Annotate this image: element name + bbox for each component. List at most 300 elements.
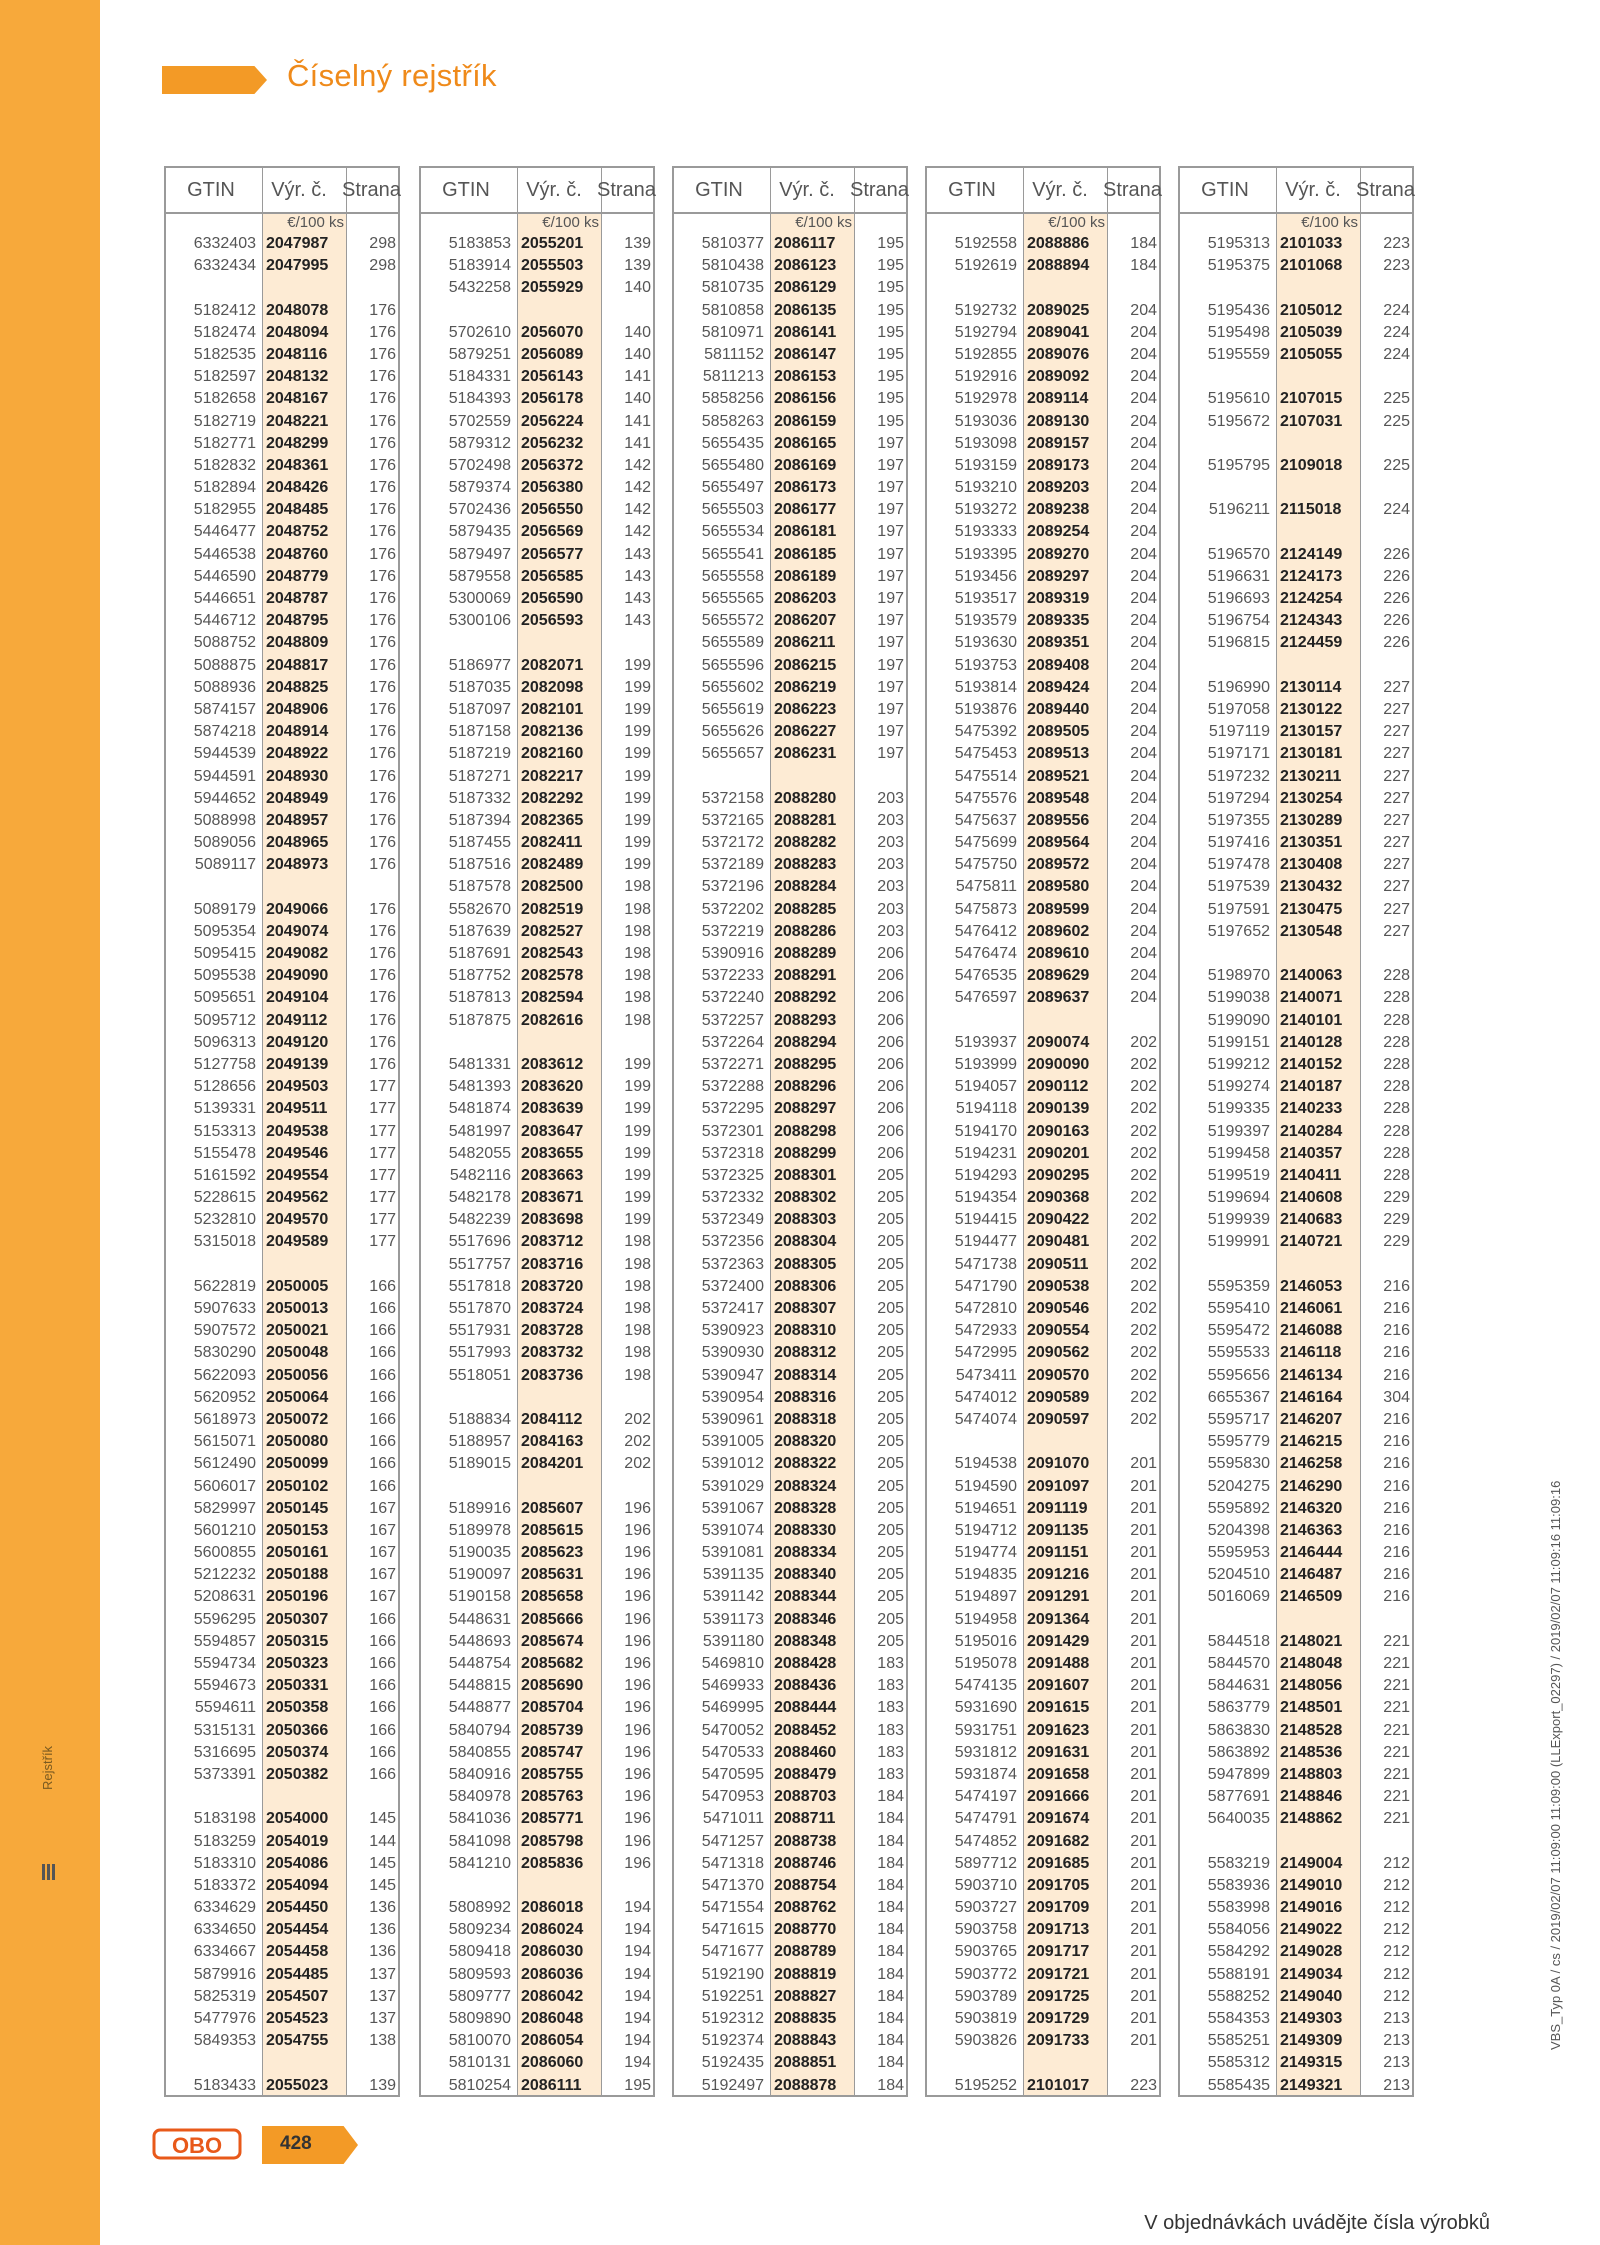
page-cell: 204: [1130, 678, 1157, 696]
gtin-cell: 5193999: [954, 1055, 1017, 1073]
table-row: [166, 1187, 398, 1209]
page-cell: 176: [369, 456, 396, 474]
gtin-cell: 5622819: [193, 1277, 256, 1295]
product-number-cell: 2089130: [1027, 412, 1090, 430]
gtin-cell: 5197591: [1207, 900, 1270, 918]
table-row: [421, 921, 653, 943]
table-row: [166, 1675, 398, 1697]
page-cell: 205: [877, 1632, 904, 1650]
table-row: [166, 521, 398, 543]
product-number-cell: 2101033: [1280, 235, 1343, 252]
page-cell: 223: [1383, 235, 1410, 252]
table-row: [421, 1320, 653, 1342]
gtin-cell: 5944539: [193, 745, 256, 763]
page-cell: 195: [877, 345, 904, 363]
page-cell: 184: [877, 2076, 904, 2094]
gtin-cell: 5810858: [701, 301, 764, 319]
gtin-cell: 5583219: [1207, 1854, 1270, 1872]
page-cell: 167: [369, 1566, 396, 1584]
product-number-cell: 2050102: [266, 1477, 329, 1495]
page-title: Číselný rejstřík: [287, 58, 497, 93]
product-number-cell: 2148048: [1280, 1655, 1343, 1672]
table-row: [674, 411, 906, 433]
gtin-cell: 5196815: [1207, 634, 1270, 652]
table-row: [166, 1098, 398, 1120]
gtin-cell: 5193876: [954, 700, 1017, 718]
table-row: [927, 411, 1159, 433]
table-row: [927, 1875, 1159, 1897]
page-cell: 221: [1383, 1721, 1410, 1739]
page-cell: 166: [369, 1677, 396, 1695]
gtin-cell: 5844518: [1207, 1632, 1270, 1650]
product-number-cell: 2056224: [521, 412, 584, 430]
gtin-cell: 5192435: [701, 2054, 764, 2072]
gtin-cell: 5192558: [954, 235, 1017, 252]
product-number-cell: 2049503: [266, 1078, 329, 1096]
gtin-cell: 5183433: [193, 2076, 256, 2094]
gtin-cell: 5595533: [1207, 1344, 1270, 1362]
page-cell: 201: [1130, 1632, 1157, 1650]
page-cell: 201: [1130, 1876, 1157, 1894]
page-cell: 198: [624, 1322, 651, 1340]
product-number-cell: 2049104: [266, 989, 329, 1007]
product-number-cell: 2085704: [521, 1699, 584, 1717]
table-row: [927, 1586, 1159, 1608]
product-number-cell: 2082594: [521, 989, 584, 1007]
product-number-cell: 2101017: [1027, 2076, 1090, 2094]
gtin-cell: 5194651: [954, 1499, 1017, 1517]
table-row: [421, 1697, 653, 1719]
gtin-cell: 5390930: [701, 1344, 764, 1362]
product-number-cell: 2089602: [1027, 922, 1090, 940]
page-cell: 141: [624, 434, 651, 452]
table-row: [421, 1720, 653, 1742]
table-row: [166, 1764, 398, 1786]
gtin-cell: 5469810: [701, 1655, 764, 1672]
product-number-cell: 2048094: [266, 323, 329, 341]
table-row: [1180, 1254, 1412, 1276]
gtin-cell: 5475750: [954, 856, 1017, 874]
table-row: [166, 1320, 398, 1342]
product-number-cell: 2088324: [774, 1477, 837, 1495]
product-number-cell: 2050013: [266, 1300, 329, 1317]
page-cell: 176: [369, 811, 396, 829]
page-cell: 226: [1383, 567, 1410, 585]
column-header: [927, 168, 1162, 214]
product-number-cell: 2050161: [266, 1544, 329, 1562]
page-cell: 176: [369, 368, 396, 386]
page-cell: 196: [624, 1566, 651, 1584]
gtin-cell: 5183198: [193, 1810, 256, 1828]
gtin-cell: 5372295: [701, 1100, 764, 1118]
table-row: [674, 943, 906, 965]
gtin-cell: 5702559: [448, 412, 511, 430]
page-cell: 199: [624, 1166, 651, 1184]
page-cell: 202: [1130, 1166, 1157, 1184]
page-cell: 195: [877, 412, 904, 430]
product-number-cell: 2089351: [1027, 634, 1090, 652]
table-row: [421, 1631, 653, 1653]
product-number-cell: 2088303: [774, 1211, 837, 1229]
page-cell: 144: [369, 1832, 396, 1850]
page-cell: 197: [877, 745, 904, 763]
page-cell: 166: [369, 1477, 396, 1495]
page-cell: 176: [369, 967, 396, 985]
product-number-cell: 2086169: [774, 456, 837, 474]
page-cell: 195: [624, 2076, 651, 2094]
table-row: [166, 743, 398, 765]
page-cell: 216: [1383, 1544, 1410, 1562]
product-number-cell: 2085607: [521, 1499, 584, 1517]
gtin-cell: 5931812: [954, 1743, 1017, 1761]
table-row: [166, 987, 398, 1009]
table-row: [421, 1675, 653, 1697]
gtin-cell: 5372172: [701, 834, 764, 852]
unit-label: €/100 ks: [1048, 214, 1105, 231]
table-row: [421, 588, 653, 610]
gtin-cell: 5183310: [193, 1854, 256, 1872]
product-number-cell: 2083732: [521, 1344, 584, 1362]
gtin-cell: 5640035: [1207, 1810, 1270, 1828]
product-number-cell: 2148803: [1280, 1765, 1343, 1783]
product-number-cell: 2130211: [1280, 767, 1342, 785]
product-number-cell: 2091705: [1027, 1876, 1090, 1894]
product-number-cell: 2088344: [774, 1588, 837, 1606]
page-cell: 184: [877, 2010, 904, 2027]
table-row: [927, 1653, 1159, 1675]
table-row: [1180, 1564, 1412, 1586]
table-row: [674, 344, 906, 366]
product-number-cell: 2088346: [774, 1610, 837, 1628]
table-row: [674, 610, 906, 632]
gtin-cell: 5594857: [193, 1632, 256, 1650]
gtin-cell: 5187875: [448, 1011, 511, 1029]
gtin-cell: 5196211: [1208, 501, 1270, 519]
page-cell: 205: [877, 1233, 904, 1251]
gtin-cell: 5193210: [954, 479, 1017, 497]
page-cell: 196: [624, 1610, 651, 1628]
gtin-cell: 5475873: [954, 900, 1017, 918]
page-cell: 203: [877, 878, 904, 896]
gtin-cell: 5585312: [1207, 2054, 1270, 2072]
table-row: [1180, 1675, 1412, 1697]
page-cell: 201: [1130, 2032, 1157, 2050]
product-number-cell: 2083728: [521, 1322, 584, 1340]
table-row: [1180, 1276, 1412, 1298]
product-number-cell: 2086030: [521, 1943, 584, 1961]
gtin-cell: 5194774: [954, 1544, 1017, 1562]
product-number-cell: 2082500: [521, 878, 584, 896]
table-row: [927, 1498, 1159, 1520]
table-row: [421, 655, 653, 677]
gtin-cell: 6334650: [193, 1921, 256, 1939]
table-row: [674, 1054, 906, 1076]
table-row: [421, 1165, 653, 1187]
page-cell: 202: [1130, 1344, 1157, 1362]
page-cell: 166: [369, 1743, 396, 1761]
product-number-cell: 2056380: [521, 479, 584, 497]
gtin-cell: 5193937: [954, 1033, 1017, 1051]
product-number-cell: 2086024: [521, 1921, 584, 1939]
gtin-cell: 5810254: [448, 2076, 511, 2094]
page-cell: 201: [1130, 1743, 1157, 1761]
gtin-cell: 5471738: [954, 1255, 1017, 1273]
header-gtin: GTIN: [948, 178, 996, 201]
table-row: [1180, 1542, 1412, 1564]
table-row: [421, 1054, 653, 1076]
gtin-cell: 5193630: [954, 634, 1017, 652]
table-row: [674, 588, 906, 610]
table-row: [166, 1231, 398, 1253]
table-row: [166, 455, 398, 477]
table-row: [166, 1431, 398, 1453]
product-number-cell: 2048930: [266, 767, 329, 785]
gtin-cell: 5879558: [448, 567, 511, 585]
table-row: [927, 1209, 1159, 1231]
page-cell: 204: [1130, 368, 1157, 386]
product-number-cell: 2083698: [521, 1211, 584, 1229]
table-row: [927, 233, 1159, 255]
product-number-cell: 2056569: [521, 523, 584, 541]
page-cell: 166: [369, 1610, 396, 1628]
product-number-cell: 2088302: [774, 1189, 837, 1207]
product-number-cell: 2089114: [1027, 390, 1089, 408]
gtin-cell: 5903772: [954, 1965, 1017, 1983]
page-cell: 204: [1130, 501, 1157, 519]
page-cell: 226: [1383, 612, 1410, 630]
product-number-cell: 2085755: [521, 1765, 584, 1783]
gtin-cell: 5187639: [448, 922, 511, 940]
page-cell: 201: [1130, 1566, 1157, 1584]
table-row: [674, 1586, 906, 1608]
header-gtin: GTIN: [1201, 178, 1249, 201]
page-cell: 221: [1383, 1677, 1410, 1695]
page-cell: 166: [369, 1344, 396, 1362]
table-row: [166, 2075, 398, 2097]
gtin-cell: 5471011: [702, 1810, 764, 1828]
gtin-cell: 5517870: [448, 1300, 511, 1317]
page-cell: 143: [624, 612, 651, 630]
gtin-cell: 5518051: [448, 1366, 511, 1384]
page-cell: 204: [1130, 767, 1157, 785]
gtin-cell: 5095538: [193, 967, 256, 985]
page-cell: 176: [369, 1055, 396, 1073]
table-row: [1180, 1853, 1412, 1875]
gtin-cell: 5841036: [448, 1810, 511, 1828]
table-row: [927, 2052, 1159, 2074]
table-row: [166, 832, 398, 854]
gtin-cell: 5903758: [954, 1921, 1017, 1939]
product-number-cell: 2049082: [266, 945, 329, 962]
gtin-cell: 5190035: [448, 1544, 511, 1562]
page-cell: 202: [624, 1433, 651, 1451]
page-cell: 184: [877, 2054, 904, 2072]
page-cell: 176: [369, 989, 396, 1007]
table-row: [674, 1764, 906, 1786]
gtin-cell: 5192794: [954, 323, 1017, 341]
page-cell: 216: [1383, 1455, 1410, 1473]
page-cell: 205: [877, 1566, 904, 1584]
page-cell: 142: [624, 501, 651, 519]
table-row: [927, 987, 1159, 1009]
product-number-cell: 2088293: [774, 1011, 837, 1029]
product-number-cell: 2088318: [774, 1410, 837, 1428]
table-row: [166, 1831, 398, 1853]
gtin-cell: 5192916: [954, 368, 1017, 386]
page-cell: 205: [877, 1433, 904, 1451]
gtin-cell: 5195016: [954, 1632, 1017, 1650]
product-number-cell: 2082160: [521, 745, 584, 763]
table-row: [1180, 277, 1412, 299]
product-number-cell: 2146207: [1280, 1410, 1343, 1428]
page-cell: 198: [624, 1011, 651, 1029]
gtin-cell: 5197652: [1207, 922, 1270, 940]
page-cell: 166: [369, 1322, 396, 1340]
page-cell: 184: [877, 1876, 904, 1894]
product-number-cell: 2088330: [774, 1521, 837, 1539]
product-number-cell: 2082136: [521, 723, 584, 741]
table-row: [674, 899, 906, 921]
table-row: [166, 477, 398, 499]
table-row: [166, 300, 398, 322]
page-cell: 201: [1130, 1854, 1157, 1872]
page-cell: 136: [369, 1943, 396, 1961]
page-cell: 204: [1130, 789, 1157, 807]
product-number-cell: 2088703: [774, 1788, 837, 1806]
product-number-cell: 2055503: [521, 257, 584, 275]
table-row: [927, 388, 1159, 410]
page-cell: 139: [369, 2076, 396, 2094]
page-cell: 204: [1130, 634, 1157, 652]
page-cell: 177: [369, 1166, 396, 1184]
page-cell: 204: [1130, 945, 1157, 962]
product-number-cell: 2090570: [1027, 1366, 1090, 1384]
gtin-cell: 5477976: [193, 2010, 256, 2027]
page-cell: 204: [1130, 745, 1157, 763]
table-row: [421, 610, 653, 632]
product-number-cell: 2088334: [774, 1544, 837, 1562]
table-row: [166, 1387, 398, 1409]
table-row: [1180, 1897, 1412, 1919]
page-cell: 195: [877, 390, 904, 408]
table-row: [1180, 1919, 1412, 1941]
product-number-cell: 2088284: [774, 878, 837, 896]
table-row: [421, 477, 653, 499]
gtin-cell: 5372301: [701, 1122, 764, 1140]
table-row: [927, 1609, 1159, 1631]
page-cell: 228: [1383, 1144, 1410, 1162]
page-cell: 228: [1383, 1100, 1410, 1118]
table-row: [674, 1209, 906, 1231]
gtin-cell: 5212232: [193, 1566, 256, 1584]
gtin-cell: 5182955: [193, 501, 256, 519]
table-row: [927, 433, 1159, 455]
page-cell: 228: [1383, 1078, 1410, 1096]
gtin-cell: 5300069: [448, 590, 511, 607]
product-number-cell: 2088283: [774, 856, 837, 874]
table-row: [166, 277, 398, 299]
page-cell: 176: [369, 900, 396, 918]
table-row: [674, 1320, 906, 1342]
product-number-cell: 2089173: [1027, 456, 1090, 474]
gtin-cell: 5391142: [702, 1588, 764, 1606]
table-row: [421, 1143, 653, 1165]
table-row: [927, 477, 1159, 499]
table-row: [1180, 521, 1412, 543]
gtin-cell: 5372349: [701, 1211, 764, 1229]
page-cell: 195: [877, 323, 904, 341]
product-number-cell: 2088282: [774, 834, 837, 852]
product-number-cell: 2088886: [1027, 235, 1090, 252]
gtin-cell: 5470052: [701, 1721, 764, 1739]
product-number-cell: 2140284: [1280, 1122, 1343, 1140]
page-cell: 221: [1383, 1699, 1410, 1717]
gtin-cell: 5016069: [1207, 1588, 1270, 1606]
page-cell: 212: [1383, 1965, 1410, 1983]
table-row: [927, 1853, 1159, 1875]
gtin-cell: 5182894: [193, 479, 256, 497]
product-number-cell: 2088292: [774, 989, 837, 1007]
gtin-cell: 5183372: [193, 1876, 256, 1894]
table-row: [1180, 2030, 1412, 2052]
page-cell: 194: [624, 2032, 651, 2050]
page-cell: 229: [1383, 1233, 1410, 1251]
gtin-cell: 5470533: [701, 1743, 764, 1761]
footer-note: V objednávkách uvádějte čísla výrobků: [1144, 2212, 1490, 2234]
page-cell: 201: [1130, 1544, 1157, 1562]
gtin-cell: 5585435: [1207, 2076, 1270, 2094]
page-cell: 202: [1130, 1366, 1157, 1384]
gtin-cell: 5095415: [193, 945, 256, 962]
gtin-cell: 5702498: [448, 456, 511, 474]
page-cell: 228: [1383, 1055, 1410, 1073]
product-number-cell: 2088827: [774, 1987, 837, 2005]
page-cell: 177: [369, 1189, 396, 1207]
table-row: [1180, 455, 1412, 477]
gtin-cell: 5595410: [1207, 1300, 1270, 1317]
page-cell: 205: [877, 1366, 904, 1384]
page-cell: 204: [1130, 301, 1157, 319]
gtin-cell: 5931690: [954, 1699, 1017, 1717]
gtin-cell: 5874157: [193, 700, 256, 718]
page-cell: 206: [877, 1144, 904, 1162]
page-cell: 204: [1130, 723, 1157, 741]
table-row: [421, 499, 653, 521]
product-number-cell: 2056550: [521, 501, 584, 519]
gtin-cell: 5810131: [448, 2054, 511, 2072]
table-row: [674, 699, 906, 721]
product-number-cell: 2054485: [266, 1965, 329, 1983]
table-row: [421, 788, 653, 810]
table-row: [674, 921, 906, 943]
product-number-cell: 2056372: [521, 456, 584, 474]
product-number-cell: 2054755: [266, 2032, 329, 2050]
gtin-cell: 5196693: [1207, 590, 1270, 607]
product-number-cell: 2048965: [266, 834, 329, 852]
gtin-cell: 5194835: [954, 1566, 1017, 1584]
page-cell: 176: [369, 945, 396, 962]
gtin-cell: 5448754: [448, 1655, 511, 1672]
page-cell: 204: [1130, 989, 1157, 1007]
gtin-cell: 5655626: [701, 723, 764, 741]
page-cell: 140: [624, 390, 651, 408]
product-number-cell: 2107031: [1280, 412, 1343, 430]
page-cell: 224: [1383, 501, 1410, 519]
gtin-cell: 5702436: [448, 501, 511, 519]
gtin-cell: 5391180: [702, 1632, 764, 1650]
page-cell: 166: [369, 1721, 396, 1739]
page-cell: 201: [1130, 1943, 1157, 1961]
